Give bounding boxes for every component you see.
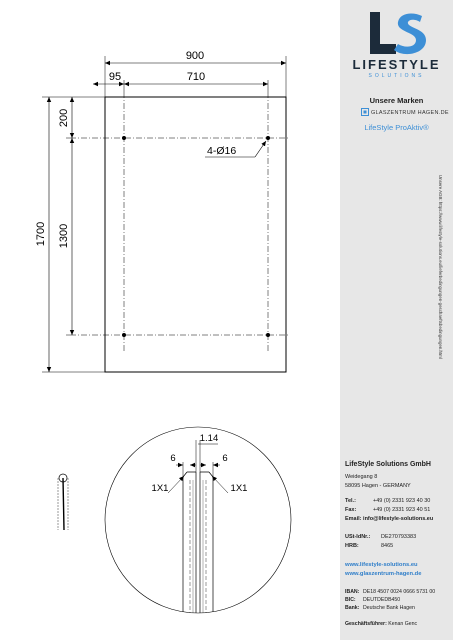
hole-callout: 4-Ø16 — [207, 145, 237, 157]
iban-label: IBAN: — [345, 589, 360, 595]
tel-label: Tel.: — [345, 498, 356, 504]
gf-value: Kenan Genc — [388, 621, 418, 627]
bic-label: BIC: — [345, 597, 356, 603]
ust-value: DE270793383 — [381, 534, 417, 540]
logo-subtitle: SOLUTIONS — [368, 73, 425, 79]
iban-row — [345, 589, 435, 595]
bank-value: Deutsche Bank Hagen — [363, 605, 415, 611]
hole-bottom-left — [122, 333, 126, 337]
dim-top-offset: 200 — [58, 108, 70, 128]
brand-glaszentrum: GLASZENTRUM HAGEN.DE — [371, 110, 449, 116]
ust-row — [345, 534, 416, 540]
brands-title: Unsere Marken — [369, 96, 424, 105]
lifestyle-logo-icon — [366, 10, 428, 56]
detail-left-gap: 6 — [170, 453, 176, 464]
brand-proaktiv: LifeStyle ProAktiv® — [364, 123, 429, 132]
company-street: Weidegang 8 — [345, 474, 378, 480]
ust-label: USt-IdNr.: — [345, 534, 371, 540]
detail-right-chamfer: 1X1 — [230, 483, 248, 494]
dim-total-height: 1700 — [35, 221, 47, 247]
glaszentrum-logo-icon — [361, 108, 369, 116]
edge-reference-marker — [58, 474, 68, 530]
email-label: Email: — [345, 516, 362, 522]
fax-row — [345, 507, 430, 513]
hrb-value: 8465 — [381, 543, 394, 549]
email-value[interactable]: info@lifestyle-solutions.eu — [363, 516, 434, 522]
company-name: LifeStyle Solutions GmbH — [345, 461, 431, 468]
bic-row — [345, 597, 400, 603]
tel-row — [345, 498, 430, 504]
dim-hole-spacing-x: 710 — [186, 71, 206, 83]
detail-width: 1.14 — [199, 433, 219, 444]
managing-director-row — [345, 621, 417, 627]
dim-left-offset: 95 — [108, 71, 122, 83]
email-row — [345, 516, 433, 522]
hrb-label: HRB: — [345, 543, 359, 549]
website-link-lifestyle[interactable]: www.lifestyle-solutions.eu — [345, 562, 418, 568]
bank-label: Bank: — [345, 605, 360, 611]
dimension-lines — [49, 63, 286, 372]
hole-centerlines — [70, 92, 290, 352]
dim-hole-spacing-y: 1300 — [58, 223, 70, 249]
fax-value: +49 (0) 2331 923 40 51 — [373, 507, 431, 513]
detail-circle — [105, 427, 291, 613]
company-city: 58095 Hagen - GERMANY — [345, 483, 411, 489]
tel-value: +49 (0) 2331 923 40 30 — [373, 498, 431, 504]
hole-top-right — [266, 136, 270, 140]
mounting-holes — [122, 136, 270, 337]
gf-label: Geschäftsführer: — [345, 621, 387, 627]
fax-label: Fax: — [345, 507, 357, 513]
detail-left-chamfer: 1X1 — [151, 483, 169, 494]
logo-wordmark: LIFESTYLE — [352, 57, 441, 72]
website-link-glaszentrum[interactable]: www.glaszentrum-hagen.de — [345, 571, 422, 577]
hole-bottom-right — [266, 333, 270, 337]
company-sidebar — [340, 0, 453, 640]
bic-value: DEUTDEDB450 — [363, 597, 401, 603]
dim-total-width: 900 — [185, 50, 205, 62]
detail-right-gap: 6 — [222, 453, 228, 464]
hrb-row — [345, 543, 393, 549]
bank-row — [345, 605, 415, 611]
edge-detail — [183, 472, 213, 640]
iban-value: DE18 4507 0024 0666 5731 00 — [363, 589, 436, 595]
hole-top-left — [122, 136, 126, 140]
agb-link[interactable]: Unsere AGB: https://www.lifestyle-solutions.eu/lieferbedingungen-geschaeftsbedingungen.html — [438, 175, 443, 359]
